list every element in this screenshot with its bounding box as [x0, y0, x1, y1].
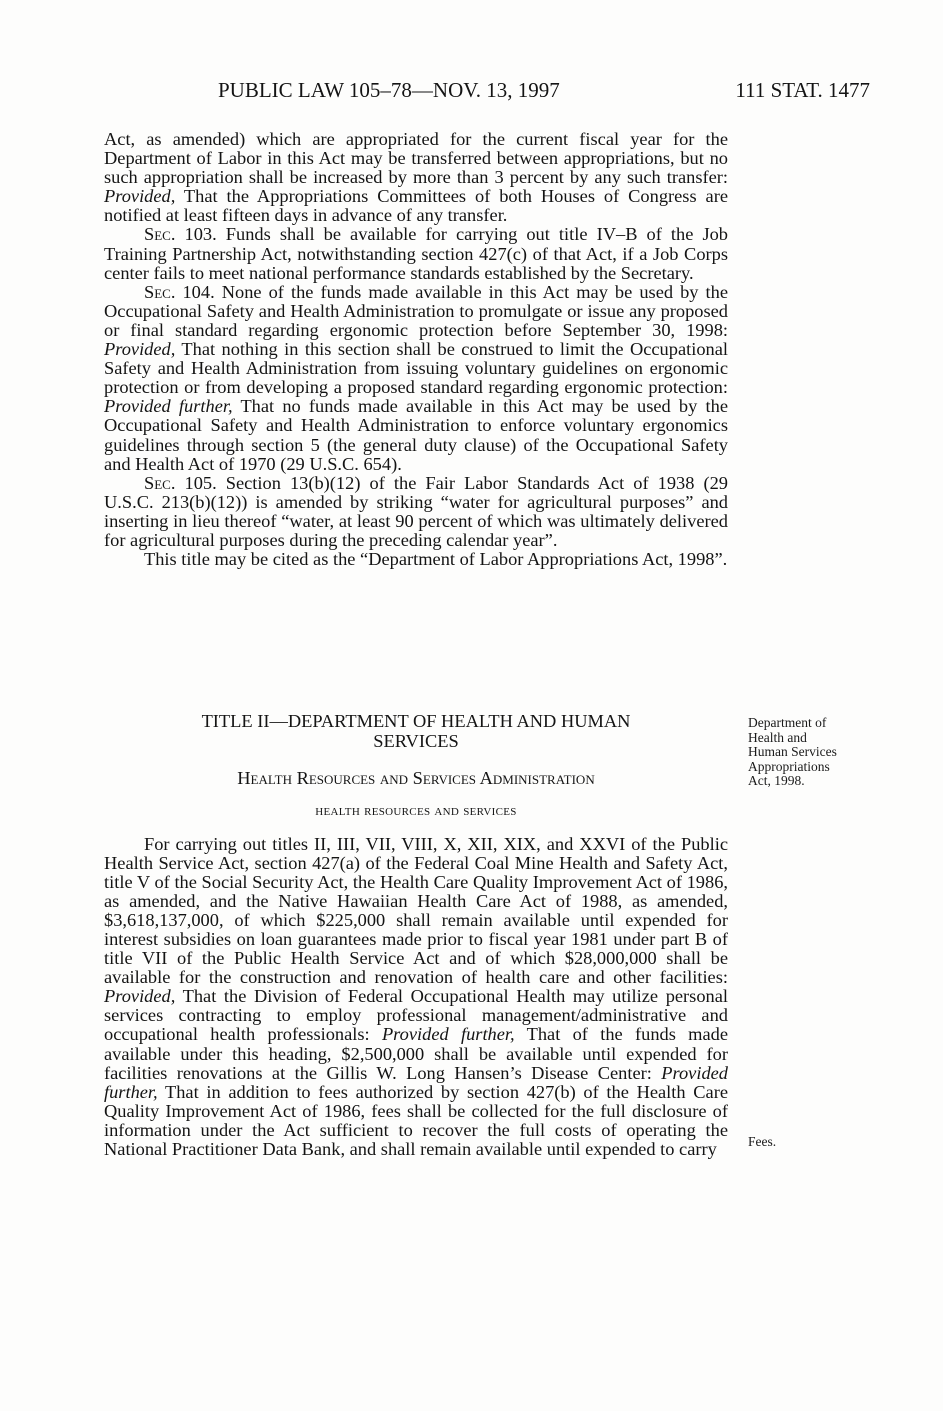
title-ii-heading	[104, 712, 728, 820]
paragraph-text: That the Appropriations Committees of both Houses of Congress are notified at least fifteen days in advance of any transfer.	[104, 186, 728, 226]
agency-heading: Health Resources and Services Administration	[237, 768, 595, 788]
section-label: Sec. 103.	[144, 224, 217, 245]
section-103	[104, 225, 728, 282]
margin-note-line: Health and	[748, 729, 807, 745]
proviso-italic: Provided further,	[104, 396, 233, 417]
paragraph-text: Act, as amended) which are appropriated for the current fiscal year for the Department of Labor in this Act may be transferred between appropriations, but no such appropriation shall be increased by more than 3 percent by any such transfer:	[104, 129, 728, 188]
proviso-italic: Provided further,	[104, 1062, 728, 1102]
section-label: Sec. 104.	[144, 281, 215, 302]
paragraph-text: That of the funds made available under this heading, $2,500,000 shall be available until expended for facilities renovations at the Gillis W. Long Hansen’s Disease Center:	[104, 1024, 728, 1083]
proviso-italic: Provided,	[104, 186, 176, 207]
paragraph-text: That in addition to fees authorized by section 427(b) of the Health Care Quality Improvement Act of 1986, fees shall be collected for the full disclosure of information under the Act sufficient to recover the full costs of operating the National Practitioner Data Bank, and shall remain available until expended to carry	[104, 1081, 728, 1159]
margin-note-short-title	[748, 716, 878, 789]
section-105	[104, 474, 728, 550]
title-line-2: SERVICES	[373, 730, 459, 751]
proviso-italic: Provided,	[104, 986, 176, 1007]
paragraph-text: For carrying out titles II, III, VII, VIII, X, XII, XIX, and XXVI of the Public Health Service Act, section 427(a) of the Federal Coal Mine Health and Safety Act, title V of the Social Security Act, the Health Care Quality Improvement Act of 1986, as amended, and the Native Hawaiian Health Care Act of 1988, as amended, $3,618,137,000, of which $225,000 shall remain available until expended for interest subsidies on loan guarantees made prior to fiscal year 1981 under part B of title VII of the Public Health Service Act and of which $28,000,000 shall be available for the construction and renovation of health care and other facilities:	[104, 834, 728, 988]
section-text: That no funds made available in this Act may be used by the Occupational Safety and Health Administration to enforce voluntary ergonomics guidelines through section 5 (the general duty clause) of the Occupational Safety and Health Act of 1970 (29 U.S.C. 654).	[104, 396, 728, 474]
paragraph-text: That the Division of Federal Occupational Health may utilize personal services contracting to employ professional management/administrative and occupational health professionals:	[104, 986, 728, 1045]
paragraph-transfer	[104, 130, 728, 225]
proviso-italic: Provided,	[104, 339, 176, 360]
section-text: None of the funds made available in this Act may be used by the Occupational Safety and Health Administration to promulgate or issue any proposed or final standard regarding ergonomic protection before September 30, 1998:	[104, 281, 728, 340]
margin-note-line: Human Services	[748, 744, 837, 759]
statute-page-number: 111 STAT. 1477	[735, 78, 870, 102]
hrsa-paragraph	[104, 835, 728, 1159]
running-head: PUBLIC LAW 105–78—NOV. 13, 1997	[218, 78, 560, 102]
page-header	[218, 78, 870, 108]
margin-note-line: Appropriations	[748, 758, 830, 774]
section-104	[104, 283, 728, 474]
appropriation-heading: health resources and services	[315, 803, 517, 819]
section-text: Section 13(b)(12) of the Fair Labor Standards Act of 1938 (29 U.S.C. 213(b)(12)) is amended by striking “water for agricultural purposes” and inserting in lieu thereof “water, at least 90 percent of which was ultimately delivered for agricultural purposes during the preceding calendar year”.	[104, 472, 729, 550]
body-text-upper	[104, 130, 728, 569]
proviso-italic: Provided further,	[381, 1024, 515, 1045]
margin-note-fees: Fees.	[748, 1134, 777, 1149]
title-line-1: TITLE II—DEPARTMENT OF HEALTH AND HUMAN	[201, 711, 631, 731]
body-text-lower	[104, 835, 728, 1159]
section-text: That nothing in this section shall be construed to limit the Occupational Safety and Health Administration from issuing voluntary guidelines on ergonomic protection or from developing a proposed standard regarding ergonomic protection:	[104, 339, 728, 398]
margin-note-line: Act, 1998.	[748, 773, 805, 788]
margin-note-line: Department of	[748, 715, 827, 730]
title-citation: This title may be cited as the “Department of Labor Appropriations Act, 1998”.	[144, 549, 728, 570]
section-label: Sec. 105.	[144, 472, 217, 493]
section-text: Funds shall be available for carrying out title IV–B of the Job Training Partnership Act, notwithstanding section 427(c) of that Act, if a Job Corps center fails to meet national performance standards established by the Secretary.	[104, 224, 729, 283]
